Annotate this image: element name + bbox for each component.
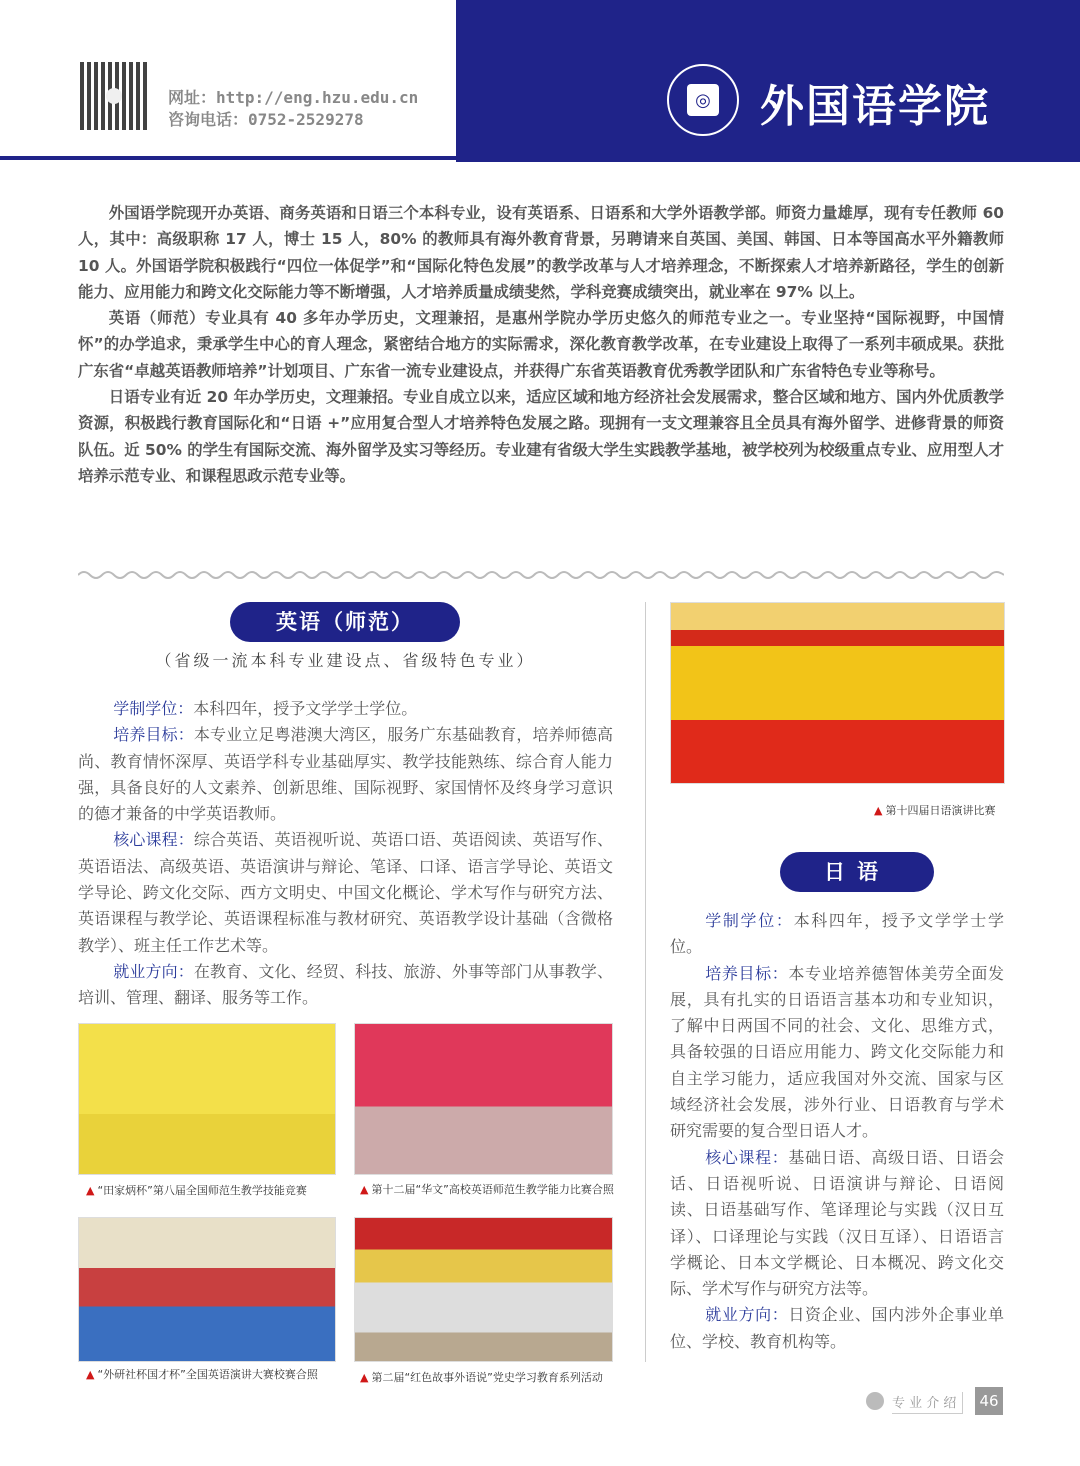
page-title: 外国语学院 — [760, 81, 990, 132]
triangle-icon: ▲ — [360, 1371, 369, 1384]
japanese-item — [670, 961, 1004, 1145]
intro-paragraph: 外国语学院现开办英语、商务英语和日语三个本科专业，设有英语系、日语系和大学外语教学部。师资力量雄厚，现有专任教师 60 人，其中：高级职称 17 人，博士 15 人，80% 的教师具有海外教育背景，另聘请来自英国、美国、韩国、日本等国高水平外籍教师 10 人。外国语学院积极践行“四位一体促学”和“国际化特色发展”的教学改革与人才培养理念，不断探索人才培养新路径，学生的创新能力、应用能力和跨文化交际能力等不断增强，人才培养质量成绩斐然，学科竞赛成绩突出，就业率在 97% 以上。 — [78, 204, 1004, 301]
photo-caption — [86, 1184, 346, 1198]
caption-text: 第二届“红色故事外语说”党史学习教育系列活动 — [371, 1371, 603, 1384]
item-label: 学制学位： — [705, 911, 794, 930]
japanese-section-title: 日语 — [780, 852, 934, 892]
photo-teaching-skills-contest — [78, 1023, 336, 1175]
intro-paragraph: 日语专业有近 20 年办学历史，文理兼招。专业自成立以来，适应区域和地方经济社会发展需求，整合区域和地方、国内外优质教学资源，积极践行教育国际化和“日语 +”应用复合型人才培养特色发展之路。现拥有一支文理兼容且全员具有海外留学、进修背景的师资队伍。近 50% 的学生有国际交流、海外留学及实习等经历。专业建有省级大学生实践教学基地，被学校列为校级重点专业、应用型人才培养示范专业、和课程思政示范专业等。 — [78, 388, 1004, 485]
page-number: 46 — [975, 1387, 1003, 1415]
photo-speech-contest — [78, 1217, 336, 1362]
item-text: 本科四年，授予文学学士学位。 — [193, 699, 418, 718]
japanese-item — [670, 1145, 1004, 1303]
item-text: 在教育、文化、经贸、科技、旅游、外事等部门从事教学、培训、管理、翻译、服务等工作。 — [78, 961, 613, 1008]
intro-text — [78, 200, 1004, 489]
university-logo-icon: ◎ — [667, 64, 739, 136]
english-item — [78, 827, 613, 958]
english-subtitle: （省级一流本科专业建设点、省级特色专业） — [155, 651, 536, 670]
footer-section-label: 专 业 介 绍 — [892, 1392, 963, 1414]
caption-text: “外研社杯国才杯”全国英语演讲大赛校赛合照 — [97, 1368, 318, 1381]
japanese-details — [670, 908, 1004, 1355]
item-text: 本科四年，授予文学学士学位。 — [670, 911, 1004, 957]
qr-code-icon — [80, 62, 148, 130]
caption-text: 第十四届日语演讲比赛 — [885, 804, 996, 817]
photo-caption — [86, 1368, 346, 1382]
photo-caption — [874, 804, 1014, 818]
japanese-item — [670, 908, 1004, 961]
triangle-icon: ▲ — [86, 1368, 95, 1381]
item-label: 就业方向： — [113, 961, 194, 981]
english-item — [78, 696, 613, 722]
caption-text: 第十二届“华文”高校英语师范生教学能力比赛合照 — [371, 1183, 614, 1196]
item-label: 核心课程： — [113, 830, 194, 850]
triangle-icon: ▲ — [86, 1184, 95, 1197]
caption-text: “田家炳杯”第八届全国师范生教学技能竞赛 — [97, 1184, 307, 1197]
item-text: 综合英语、英语视听说、英语口语、英语阅读、英语写作、英语语法、高级英语、英语演讲与辩论、笔译、口译、语言学导论、英语文学导论、跨文化交际、西方文明史、中国文化概论、学术写作与研究方法、英语课程与教学论、英语课程标准与教材研究、英语教学设计基础（含微格教学）、班主任工作艺术等。 — [78, 830, 613, 955]
item-label: 培养目标： — [705, 963, 789, 983]
item-text: 本专业培养德智体美劳全面发展，具有扎实的日语语言基本功和专业知识，了解中日两国不同的社会、文化、思维方式，具备较强的日语应用能力、跨文化交际能力和自主学习能力，适应我国对外交流、国家与区域经济社会发展，涉外行业、日语教育与学术研究需要的复合型日语人才。 — [670, 963, 1004, 1141]
photo-japanese-speech-contest — [670, 602, 1005, 784]
phone-text: 咨询电话：0752-2529278 — [168, 110, 364, 129]
triangle-icon: ▲ — [360, 1183, 369, 1196]
photo-red-stories-event — [354, 1217, 613, 1362]
photo-caption — [360, 1183, 615, 1197]
english-details — [78, 696, 613, 1012]
item-text: 基础日语、高级日语、日语会话、日语视听说、日语演讲与辩论、日语阅读、日语基础写作、笔译理论与实践（汉日互译）、口译理论与实践（汉日互译）、日语语言学概论、日本文学概论、日本概况、跨文化交际、学术写作与研究方法等。 — [670, 1147, 1004, 1299]
item-label: 学制学位： — [113, 699, 194, 718]
item-label: 培养目标： — [113, 725, 194, 745]
item-text: 本专业立足粤港澳大湾区，服务广东基础教育，培养师德高尚、教育情怀深厚、英语学科专业基础厚实、教学技能熟练、综合育人能力强，具备良好的人文素养、创新思维、国际视野、家国情怀及终身学习意识的德才兼备的中学英语教师。 — [78, 725, 613, 824]
item-label: 就业方向： — [705, 1305, 789, 1325]
website-text: 网址：http://eng.hzu.edu.cn — [168, 88, 419, 107]
photo-caption — [360, 1371, 615, 1385]
emblem-icon — [866, 1392, 884, 1410]
wave-divider — [78, 568, 1004, 582]
japanese-item — [670, 1302, 1004, 1355]
english-section-title: 英语（师范） — [230, 602, 460, 642]
column-divider — [645, 602, 646, 1362]
english-item — [78, 722, 613, 827]
item-label: 核心课程： — [705, 1147, 789, 1167]
english-item — [78, 959, 613, 1012]
header-contact-panel — [0, 0, 456, 160]
photo-huawen-contest — [354, 1023, 613, 1175]
item-text: 日资企业、国内涉外企事业单位、学校、教育机构等。 — [670, 1305, 1004, 1351]
intro-paragraph: 英语（师范）专业具有 40 多年办学历史，文理兼招，是惠州学院办学历史悠久的师范专业之一。专业坚持“国际视野，中国情怀”的办学追求，秉承学生中心的育人理念，紧密结合地方的实际需求，深化教育教学改革，在专业建设上取得了一系列丰硕成果。获批广东省“卓越英语教师培养”计划项目、广东省一流专业建设点，并获得广东省英语教育优秀教学团队和广东省特色专业等称号。 — [78, 309, 1004, 380]
triangle-icon: ▲ — [874, 804, 883, 817]
